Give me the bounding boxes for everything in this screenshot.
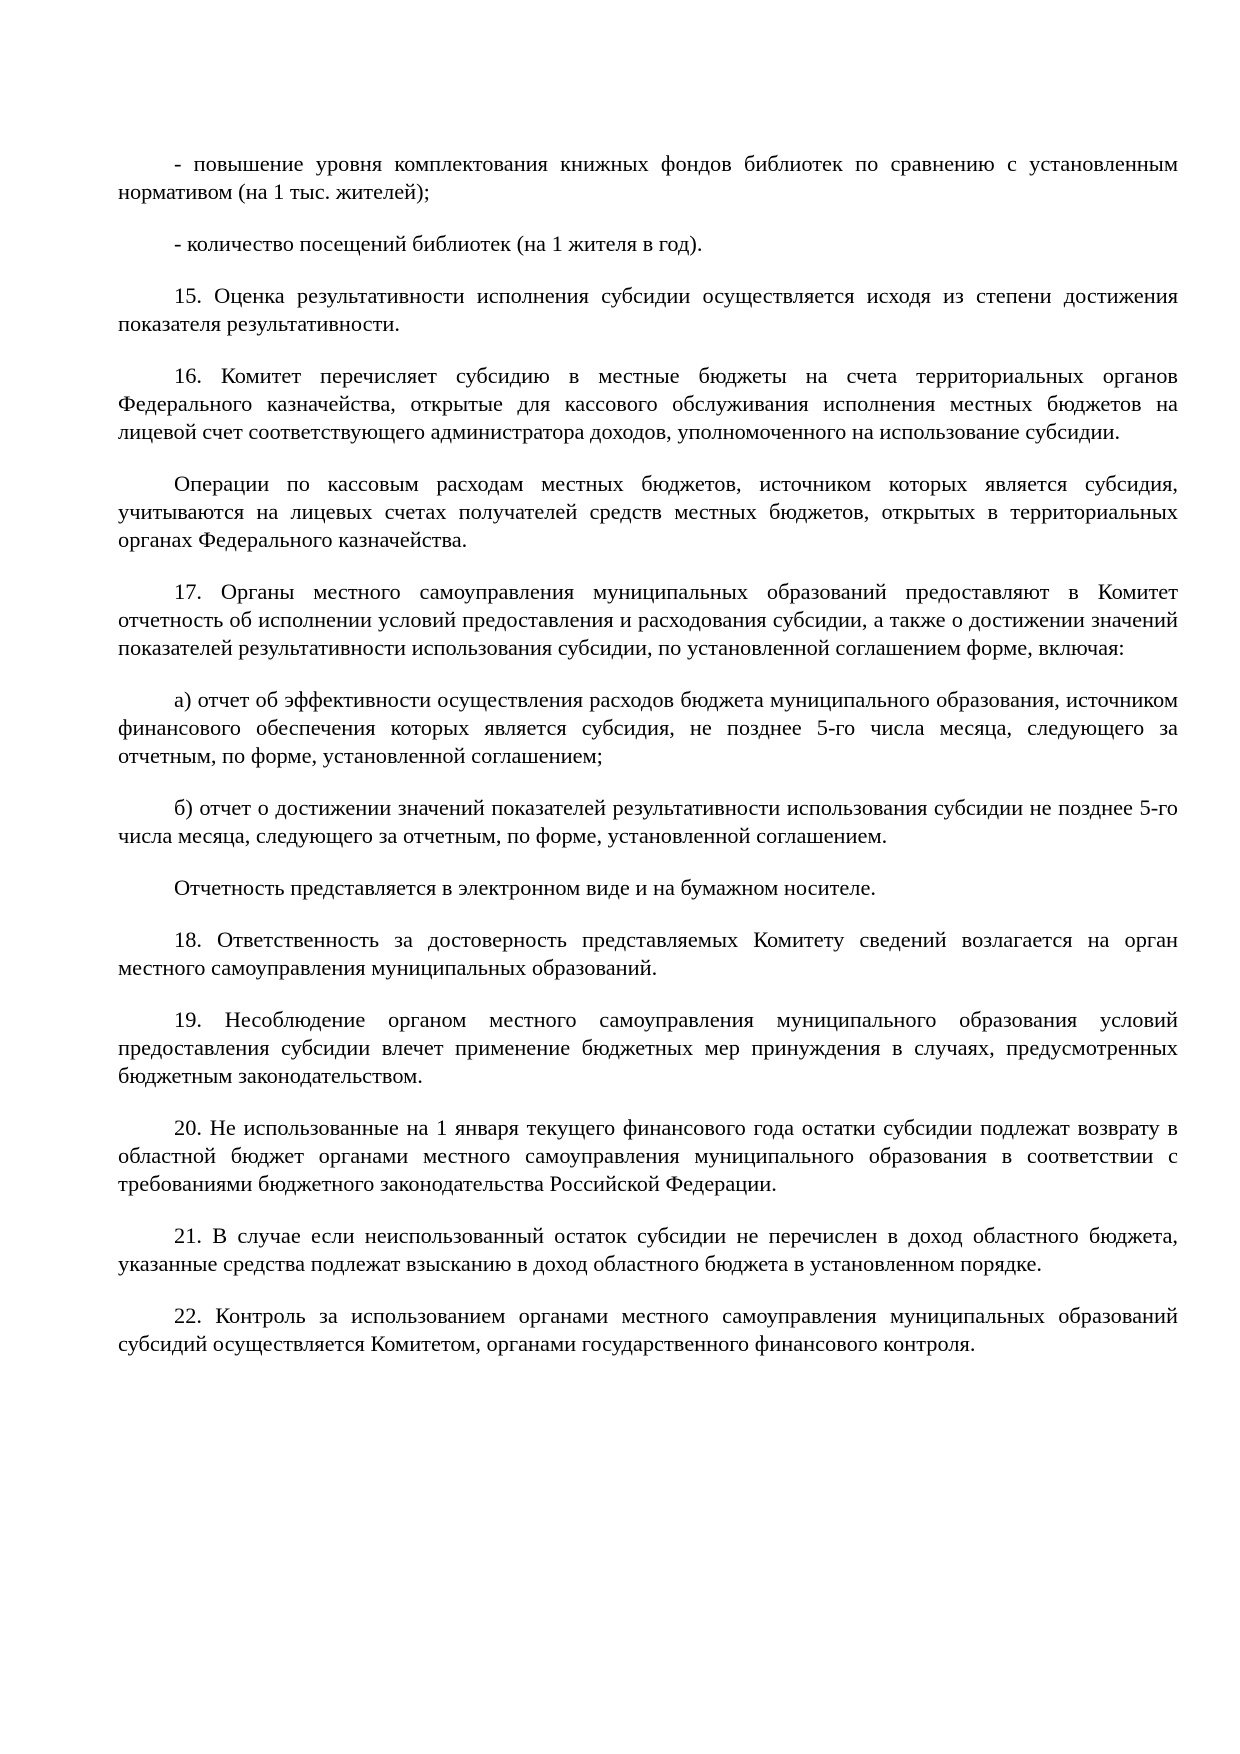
paragraph-15: 15. Оценка результативности исполнения субсидии осуществляется исходя из степени достижения показателя результативности. [118, 283, 1178, 336]
paragraph-17-a: а) отчет об эффективности осуществления расходов бюджета муниципального образования, источником финансового обеспечения которых является субсидия, не позднее 5-го числа месяца, следующего за отчетным, по форме, установленной соглашением; [118, 687, 1178, 768]
paragraph-indicator-book-funds: - повышение уровня комплектования книжных фондов библиотек по сравнению с установленным нормативом (на 1 тыс. жителей); [118, 151, 1178, 204]
paragraph-17-b: б) отчет о достижении значений показателей результативности использования субсидии не позднее 5-го числа месяца, следующего за отчетным, по форме, установленной соглашением. [118, 795, 1178, 848]
paragraph-19: 19. Несоблюдение органом местного самоуправления муниципального образования условий предоставления субсидии влечет применение бюджетных мер принуждения в случаях, предусмотренных бюджетным законодательством. [118, 1007, 1178, 1088]
paragraph-16: 16. Комитет перечисляет субсидию в местные бюджеты на счета территориальных органов Федерального казначейства, открытые для кассового обслуживания исполнения местных бюджетов на лицевой счет соответствующего администратора доходов, уполномоченного на использование субсидии. [118, 363, 1178, 444]
paragraph-indicator-library-visits: - количество посещений библиотек (на 1 жителя в год). [174, 231, 703, 256]
paragraph-20: 20. Не использованные на 1 января текущего финансового года остатки субсидии подлежат возврату в областной бюджет органами местного самоуправления муниципального образования в соответствии с требованиями бюджетного законодательства Российской Федерации. [118, 1115, 1178, 1196]
paragraph-18: 18. Ответственность за достоверность представляемых Комитету сведений возлагается на орган местного самоуправления муниципальных образований. [118, 927, 1178, 980]
paragraph-17: 17. Органы местного самоуправления муниципальных образований предоставляют в Комитет отчетность об исполнении условий предоставления и расходования субсидии, а также о достижении значений показателей результативности использования субсидии, по установленной соглашением форме, включая: [118, 579, 1178, 660]
paragraph-17-reporting-format: Отчетность представляется в электронном виде и на бумажном носителе. [174, 875, 877, 900]
document-body [118, 150, 1178, 1382]
paragraph-22: 22. Контроль за использованием органами местного самоуправления муниципальных образований субсидий осуществляется Комитетом, органами государственного финансового контроля. [118, 1303, 1178, 1356]
paragraph-21: 21. В случае если неиспользованный остаток субсидии не перечислен в доход областного бюджета, указанные средства подлежат взысканию в доход областного бюджета в установленном порядке. [118, 1223, 1178, 1276]
paragraph-16-operations: Операции по кассовым расходам местных бюджетов, источником которых является субсидия, учитываются на лицевых счетах получателей средств местных бюджетов, открытых в территориальных органах Федерального казначейства. [118, 471, 1178, 552]
